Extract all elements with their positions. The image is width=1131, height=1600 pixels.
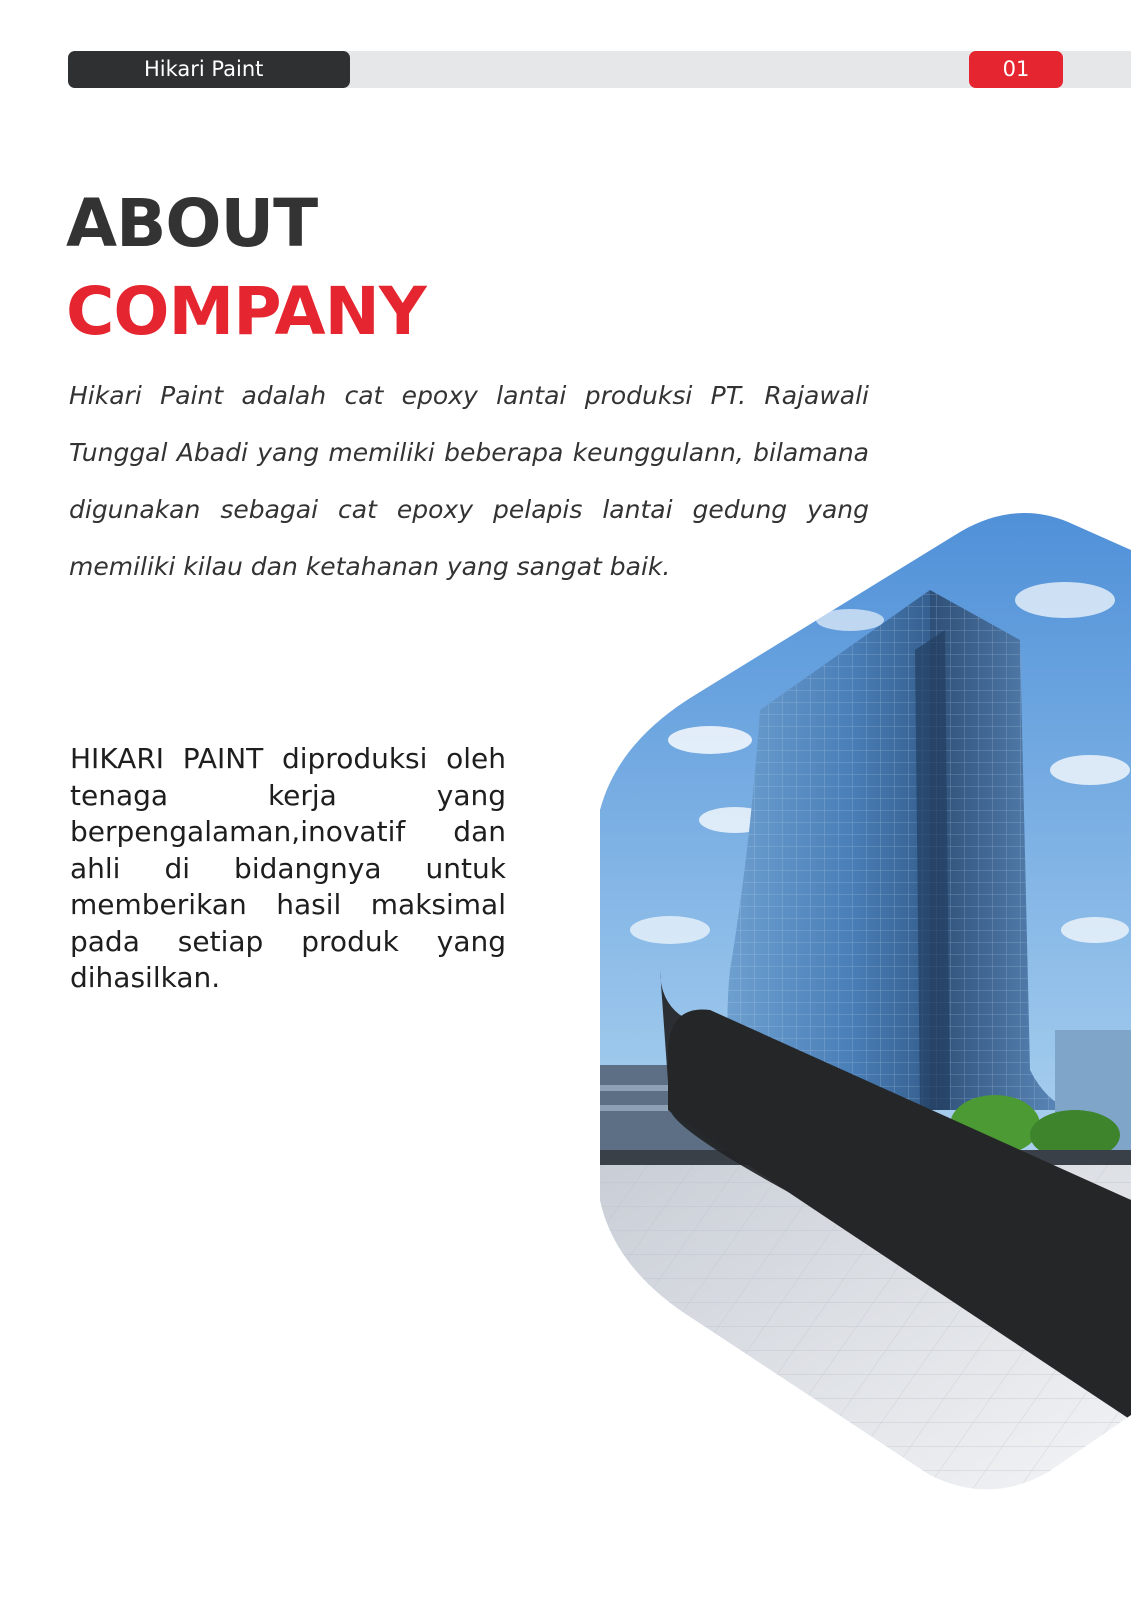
intro-paragraph: Hikari Paint adalah cat epoxy lantai produksi PT. Rajawali Tunggal Abadi yang memiliki beberapa keunggulann, bilamana digunakan sebagai cat epoxy pelapis lantai gedung yang memiliki kilau dan ketahanan yang sangat baik. [69,381,869,581]
brand-label: Hikari Paint [68,51,350,88]
title-line-company: COMPANY [66,273,426,350]
page-number-badge: 01 [969,51,1063,88]
detail-paragraph: HIKARI PAINT diproduksi oleh tenaga kerja yang berpengalaman,inovatif dan ahli di bidangnya untuk memberikan hasil maksimal pada setiap produk yang dihasilkan. [70,742,506,994]
page-title [66,180,426,356]
building-photo [600,510,1131,1495]
title-line-about: ABOUT [66,185,318,262]
